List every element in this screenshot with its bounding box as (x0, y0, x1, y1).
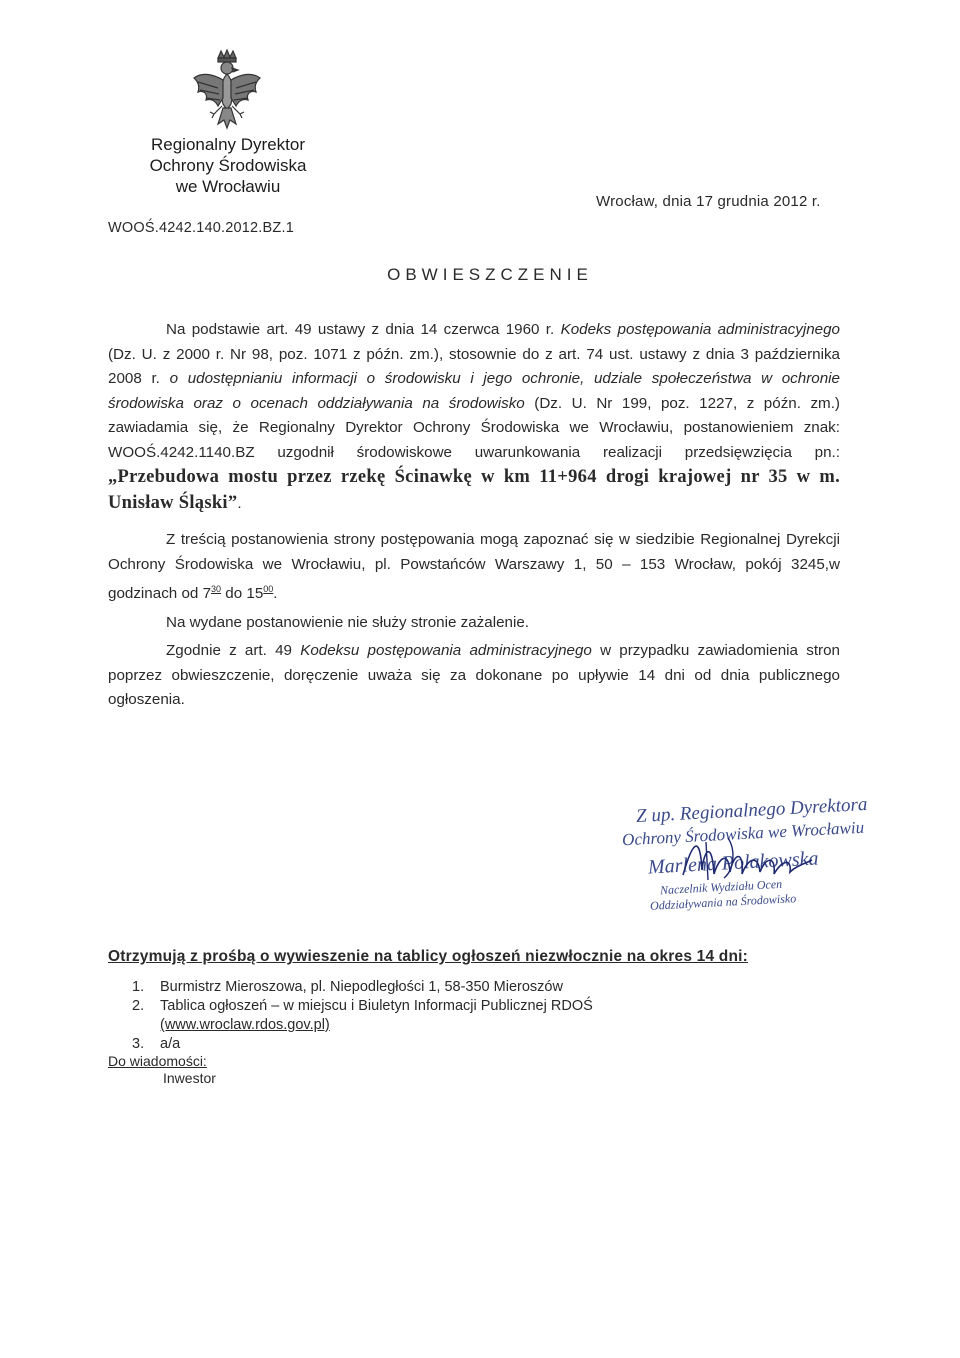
cc-item: Inwestor (163, 1070, 216, 1086)
p4-text-c: w przypadku zawiadomienia stron poprzez obwieszczenie, doręczenie uważa się za dokonane po upływie 14 dni od dnia publicznego ogłoszenia. (108, 642, 840, 709)
p2-text-a: Z treścią postanowienia strony postępowania mogą zapoznać się w siedzibie Regionalnej Dyrekcji Ochrony Środowiska we Wrocławiu, pl. Powstańców Warszawy 1, 50 – 153 Wrocław, pokój 3245,w godzinach od 7 (108, 531, 840, 603)
polish-eagle-emblem-icon (188, 48, 266, 140)
p1-code-title: Kodeks postępowania administracyjnego (560, 321, 840, 338)
document-body (108, 318, 840, 713)
paragraph-access (108, 528, 840, 607)
p1-text-c: (Dz. U. z 2000 r. Nr 98, poz. 1071 z późn. zm.), stosownie do z art. 74 ust. ustawy z dnia 3 października 2008 r. (108, 345, 840, 387)
list-item-number: 2. (132, 998, 145, 1014)
list-item-number: 3. (132, 1036, 145, 1052)
stamp-line-1: Z up. Regionalnego Dyrektora (635, 793, 868, 828)
issuer-line-3: we Wrocławiu (175, 177, 281, 196)
stamp-line-3: Marlena Polakowska (647, 847, 819, 879)
issuer-block (108, 134, 348, 197)
list-item (132, 1016, 593, 1035)
list-item-number: 1. (132, 979, 145, 995)
list-item (132, 997, 593, 1016)
reference-number: WOOŚ.4242.140.2012.BZ.1 (108, 220, 294, 236)
p1-text-a: Na podstawie art. 49 ustawy z dnia 14 czerwca 1960 r. (166, 321, 561, 338)
document-title: OBWIESZCZENIE (387, 265, 593, 284)
issuer-line-1: Regionalny Dyrektor (150, 135, 305, 154)
list-item-text: a/a (160, 1036, 181, 1052)
p2-text-b: do 15 (221, 585, 264, 603)
paragraph-notification (108, 639, 840, 713)
recipients-list (132, 978, 593, 1054)
issuer-line-2: Ochrony Środowiska (149, 156, 307, 175)
list-item (132, 978, 593, 997)
date-line: Wrocław, dnia 17 grudnia 2012 r. (596, 193, 821, 210)
p1-act-title: o udostępnianiu informacji o środowisku i jego ochronie, udziale społeczeństwa w ochronie środowiska oraz o ocenach oddziaływania na środowisko (108, 370, 840, 412)
list-item-number (132, 1016, 160, 1035)
bip-url-link[interactable]: (www.wroclaw.rdos.gov.pl) (160, 1017, 330, 1033)
handwritten-signature-icon (678, 830, 818, 890)
cc-heading: Do wiadomości: (108, 1053, 207, 1069)
p2-hour-end-minutes: 00 (263, 584, 274, 594)
list-item-text: Tablica ogłoszeń – w miejscu i Biuletyn Informacji Publicznej RDOŚ (160, 998, 593, 1014)
list-item (132, 1035, 593, 1054)
p2-hour-start-minutes: 30 (211, 584, 222, 594)
signature-stamp (618, 793, 878, 930)
p1-text-g: . (237, 494, 242, 512)
stamp-line-4: Naczelnik Wydziału Ocen (659, 876, 783, 898)
p4-code-title: Kodeksu postępowania administracyjnego (300, 642, 592, 660)
recipients-heading: Otrzymują z prośbą o wywieszenie na tablicy ogłoszeń niezwłocznie na okres 14 dni: (108, 948, 749, 965)
stamp-line-5: Oddziaływania na Środowisko (649, 891, 797, 913)
project-name: „Przebudowa mostu przez rzekę Ścinawkę w km 11+964 drogi krajowej nr 35 w m. Unisław Śląski” (108, 467, 840, 513)
paragraph-legal-basis (108, 318, 840, 516)
list-item-text: Burmistrz Mieroszowa, pl. Niepodległości 1, 58-350 Mieroszów (160, 979, 563, 995)
paragraph-no-appeal: Na wydane postanowienie nie służy stronie zażalenie. (166, 613, 530, 631)
stamp-line-2: Ochrony Środowiska we Wrocławiu (621, 817, 865, 850)
p1-text-e: (Dz. U. Nr 199, poz. 1227, z późn. zm.) zawiadamia się, że Regionalny Dyrektor Ochrony Środowiska we Wrocławiu, postanowieniem znak: WOOŚ.4242.1140.BZ uzgodnił środowiskowe uwarunkowania realizacji przedsięwzięcia pn.: (108, 394, 840, 461)
p4-text-a: Zgodnie z art. 49 (166, 642, 301, 660)
p2-text-c: . (273, 585, 278, 603)
